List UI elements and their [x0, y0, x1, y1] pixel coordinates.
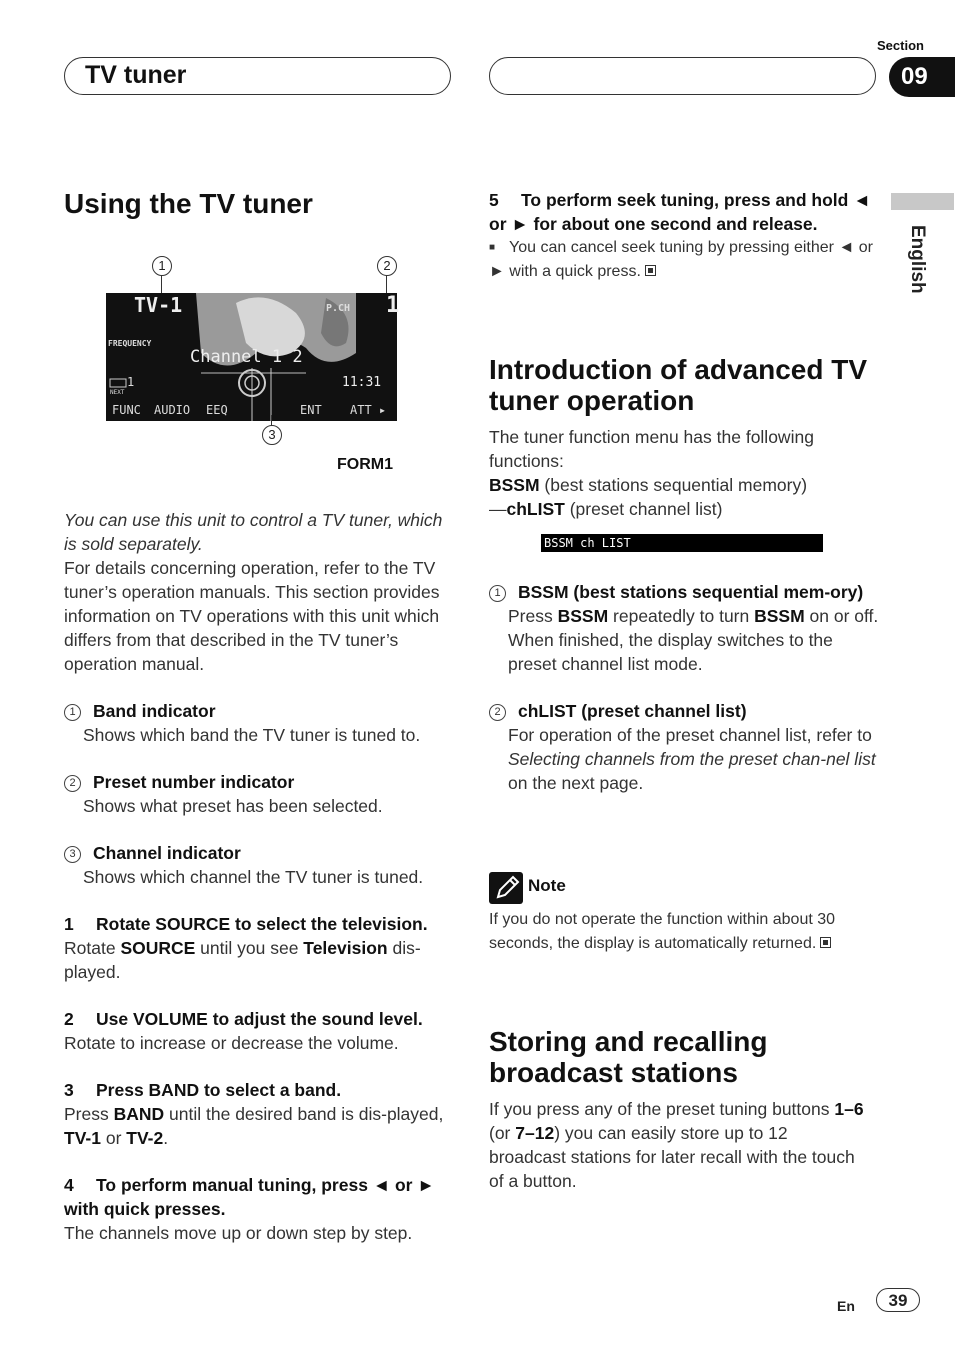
- end-mark-icon: [820, 937, 831, 948]
- lcd-ent: ENT: [300, 403, 322, 417]
- lcd-frequency-label: FREQUENCY: [108, 339, 152, 348]
- callout-1-line: [161, 275, 162, 295]
- advanced-intro: The tuner function menu has the following functions: BSSM (best stations sequential memory) —chLIST (preset channel list): [489, 427, 814, 519]
- header-empty-pill: [489, 57, 876, 95]
- indicator-1-number: 1: [64, 704, 81, 721]
- lcd-preset: 1: [386, 293, 400, 318]
- note-text: If you do not operate the function within about 30 seconds, the display is automatically returned.: [489, 911, 836, 952]
- indicator-3-text: Shows which channel the TV tuner is tuned.: [83, 867, 424, 887]
- indicator-1-title: 1 Band indicator: [64, 699, 449, 723]
- lcd-time: 11:31: [342, 375, 382, 390]
- step-2-title: 2 Use VOLUME to adjust the sound level.: [64, 1009, 423, 1029]
- indicator-3-number: 3: [64, 846, 81, 863]
- lcd-func: FUNC: [112, 403, 141, 417]
- item-1-number: 1: [489, 585, 506, 602]
- header-title-pill: [64, 57, 451, 95]
- step-5-block: [489, 188, 874, 284]
- function-menu-display: BSSM ch LIST: [541, 534, 823, 552]
- callout-3: 3: [262, 425, 282, 445]
- page-number: 39: [876, 1288, 920, 1312]
- step-5-title: 5 To perform seek tuning, press and hold ◄ or ► for about one second and release.: [489, 190, 871, 234]
- item-2-number: 2: [489, 704, 506, 721]
- lcd-audio: AUDIO: [154, 403, 191, 417]
- item-1-title: 1 BSSM (best stations sequential mem-ory): [489, 580, 879, 604]
- item-2-title: 2 chLIST (preset channel list): [489, 699, 879, 723]
- step-4-text: The channels move up or down step by step.: [64, 1223, 413, 1243]
- indicator-3-title: 3 Channel indicator: [64, 841, 449, 865]
- indicator-2-text: Shows what preset has been selected.: [83, 796, 383, 816]
- intro-italic: You can use this unit to control a TV tuner, which is sold separately.: [64, 510, 443, 554]
- section-number: 09: [889, 57, 955, 97]
- indicator-1-text: Shows which band the TV tuner is tuned to.: [83, 725, 421, 745]
- step-1-title: 1 Rotate SOURCE to select the television.: [64, 914, 428, 934]
- end-mark-icon: [645, 265, 656, 276]
- language-tab-label: English: [907, 225, 928, 294]
- step-4-title: 4 To perform manual tuning, press ◄ or ► with quick presses.: [64, 1175, 435, 1219]
- step-3-title: 3 Press BAND to select a band.: [64, 1080, 342, 1100]
- intro-text: For details concerning operation, refer to the TV tuner’s operation manuals. This section provides information on TV operations with this unit which differs from that described in the TV tuner’s operation manual.: [64, 558, 440, 674]
- lcd-eeq: EEQ: [206, 403, 228, 417]
- item-1-text: Press BSSM repeatedly to turn BSSM on or off.: [508, 606, 879, 626]
- indicator-2-title: 2 Preset number indicator: [64, 770, 449, 794]
- heading-advanced-operation: Introduction of advanced TV tuner operation: [489, 354, 868, 416]
- lcd-pch: P.CH: [326, 303, 351, 314]
- heading-using-tv-tuner: Using the TV tuner: [64, 188, 313, 219]
- footer-language: En: [837, 1298, 855, 1314]
- indicator-2-number: 2: [64, 775, 81, 792]
- item-1-text-2: When finished, the display switches to the preset channel list mode.: [508, 630, 833, 674]
- chapter-title: TV tuner: [85, 61, 187, 89]
- step-5-bullet: ■ You can cancel seek tuning by pressing either ◄ or ► with a quick press.: [489, 239, 873, 280]
- step-3-text: Press BAND until the desired band is dis-played, TV-1 or TV-2.: [64, 1104, 444, 1148]
- lcd-channel: Channel 1 2: [190, 347, 303, 367]
- callout-2-line: [386, 275, 387, 295]
- language-tab-bar: [891, 193, 954, 210]
- left-body: [64, 508, 449, 1245]
- step-2-text: Rotate to increase or decrease the volume.: [64, 1033, 399, 1053]
- section-label: Section: [877, 38, 924, 53]
- lcd-att: ATT ▸: [350, 403, 387, 417]
- lcd-next: NEXT: [110, 389, 125, 396]
- callout-2: 2: [377, 256, 397, 276]
- figure-caption: FORM1: [337, 456, 393, 473]
- advanced-items: [489, 580, 879, 795]
- item-2-text: For operation of the preset channel list, refer to Selecting channels from the preset chan-nel list on the next page.: [508, 725, 876, 793]
- callout-1: 1: [152, 256, 172, 276]
- note-pencil-icon: [489, 872, 523, 904]
- note-label: Note: [528, 876, 566, 895]
- lcd-band: TV-1: [134, 293, 183, 317]
- storing-text: If you press any of the preset tuning buttons 1–6 (or 7–12) you can easily store up to 12 broadcast stations for later recall with the touch of a button.: [489, 1099, 864, 1191]
- heading-storing-recalling: Storing and recalling broadcast stations: [489, 1026, 768, 1088]
- step-1-text: Rotate SOURCE until you see Television dis-played.: [64, 938, 421, 982]
- lcd-small-number: 1: [127, 375, 135, 389]
- lcd-display: [106, 293, 400, 421]
